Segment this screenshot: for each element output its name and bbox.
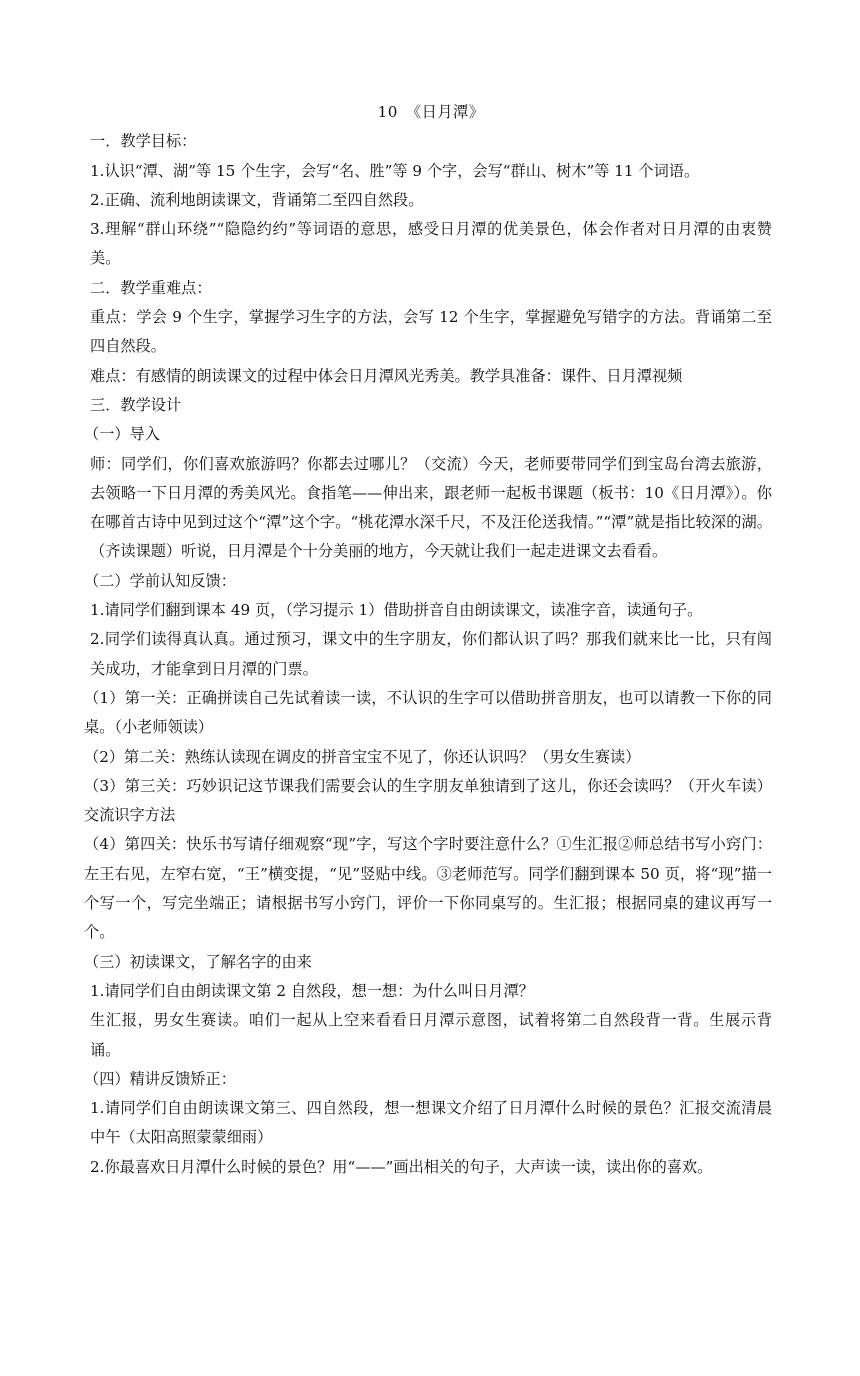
objective-2: 2.正确、流利地朗读课文，背诵第二至四自然段。 — [90, 190, 424, 209]
level-2-paragraph: （2）第二关：熟练认读现在调皮的拼音宝宝不见了，你还认识吗？（男女生赛读） — [84, 747, 641, 766]
level-3-paragraph: （3）第三关：巧妙识记这节课我们需要会认的生字朋友单独请到了这儿，你还会读吗？（开火车读）交流识字方法 — [84, 776, 772, 825]
feedback-step-1: 1.请同学们翻到课本 49 页，（学习提示 1）借助拼音自由朗读课文，读准字音，读通句子。 — [90, 601, 703, 620]
first-reading-step-1: 1.请同学们自由朗读课文第 2 自然段，想一想：为什么叫日月潭？ — [90, 981, 534, 1000]
intro-paragraph: 师：同学们，你们喜欢旅游吗？你都去过哪儿？（交流）今天，老师要带同学们到宝岛台湾去旅游，去领略一下日月潭的秀美风光。食指笔——伸出来，跟老师一起板书课题（板书：10《日月潭》）。你在哪首古诗中见到过这个“潭”这个字。“桃花潭水深千尺，不及汪伦送我情。”“潭”就是指比较深的湖。（齐读课题）听说，日月潭是个十分美丽的地方，今天就让我们一起走进课文去看看。 — [90, 454, 772, 561]
section-heading-key-points: 二．教学重难点： — [90, 278, 212, 297]
key-points-paragraph: 重点：学会 9 个生字，掌握学习生字的方法，会写 12 个生字，掌握避免写错字的方法。背诵第二至四自然段。 — [90, 308, 772, 356]
subsection-heading-explanation: （四）精讲反馈矫正： — [84, 1069, 236, 1088]
section-heading-design: 三．教学设计 — [90, 395, 182, 414]
difficulties-paragraph: 难点：有感情的朗读课文的过程中体会日月潭风光秀美。教学具准备：课件、日月潭视频 — [90, 366, 683, 385]
first-reading-report: 生汇报，男女生赛读。咱们一起从上空来看看日月潭示意图，试着将第二自然段背一背。生展示背诵。 — [90, 1011, 772, 1059]
objective-3: 3.理解“群山环绕”“隐隐约约”等词语的意思，感受日月潭的优美景色，体会作者对日月潭的由衷赞美。 — [90, 220, 772, 268]
document-page — [84, 98, 772, 1182]
explanation-step-2: 2.你最喜欢日月潭什么时候的景色？用“——”画出相关的句子，大声读一读，读出你的喜欢。 — [90, 1157, 713, 1176]
subsection-heading-intro: （一）导入 — [84, 425, 160, 444]
explanation-step-1: 1.请同学们自由朗读课文第三、四自然段，想一想课文介绍了日月潭什么时候的景色？汇报交流清晨中午（太阳高照蒙蒙细雨） — [90, 1099, 772, 1147]
subsection-heading-first-reading: （三）初读课文，了解名字的由来 — [84, 952, 312, 971]
subsection-heading-feedback: （二）学前认知反馈： — [84, 571, 236, 590]
level-1-paragraph: （1）第一关：正确拼读自己先试着读一读，不认识的生字可以借助拼音朋友，也可以请教一下你的同桌。（小老师领读） — [84, 688, 772, 737]
level-4-paragraph: （4）第四关：快乐书写请仔细观察“现”字，写这个字时要注意什么？①生汇报②师总结书写小窍门：左王右见，左窄右宽，“王”横变提，“见”竖贴中线。③老师范写。同学们翻到课本 50 页，将“现”描一个写一个，写完坐端正；请根据书写小窍门，评价一下你同桌写的。生汇报；根据同桌的建议再写一个。 — [84, 835, 772, 942]
objective-1: 1.认识“潭、湖”等 15 个生字，会写“名、胜”等 9 个字，会写“群山、树木”等 11 个词语。 — [90, 161, 700, 180]
section-heading-objectives: 一．教学目标： — [90, 132, 197, 151]
document-title: 10 《日月潭》 — [377, 103, 485, 121]
feedback-step-2: 2.同学们读得真认真。通过预习，课文中的生字朋友，你们都认识了吗？那我们就来比一比，只有闯关成功，才能拿到日月潭的门票。 — [90, 630, 772, 678]
